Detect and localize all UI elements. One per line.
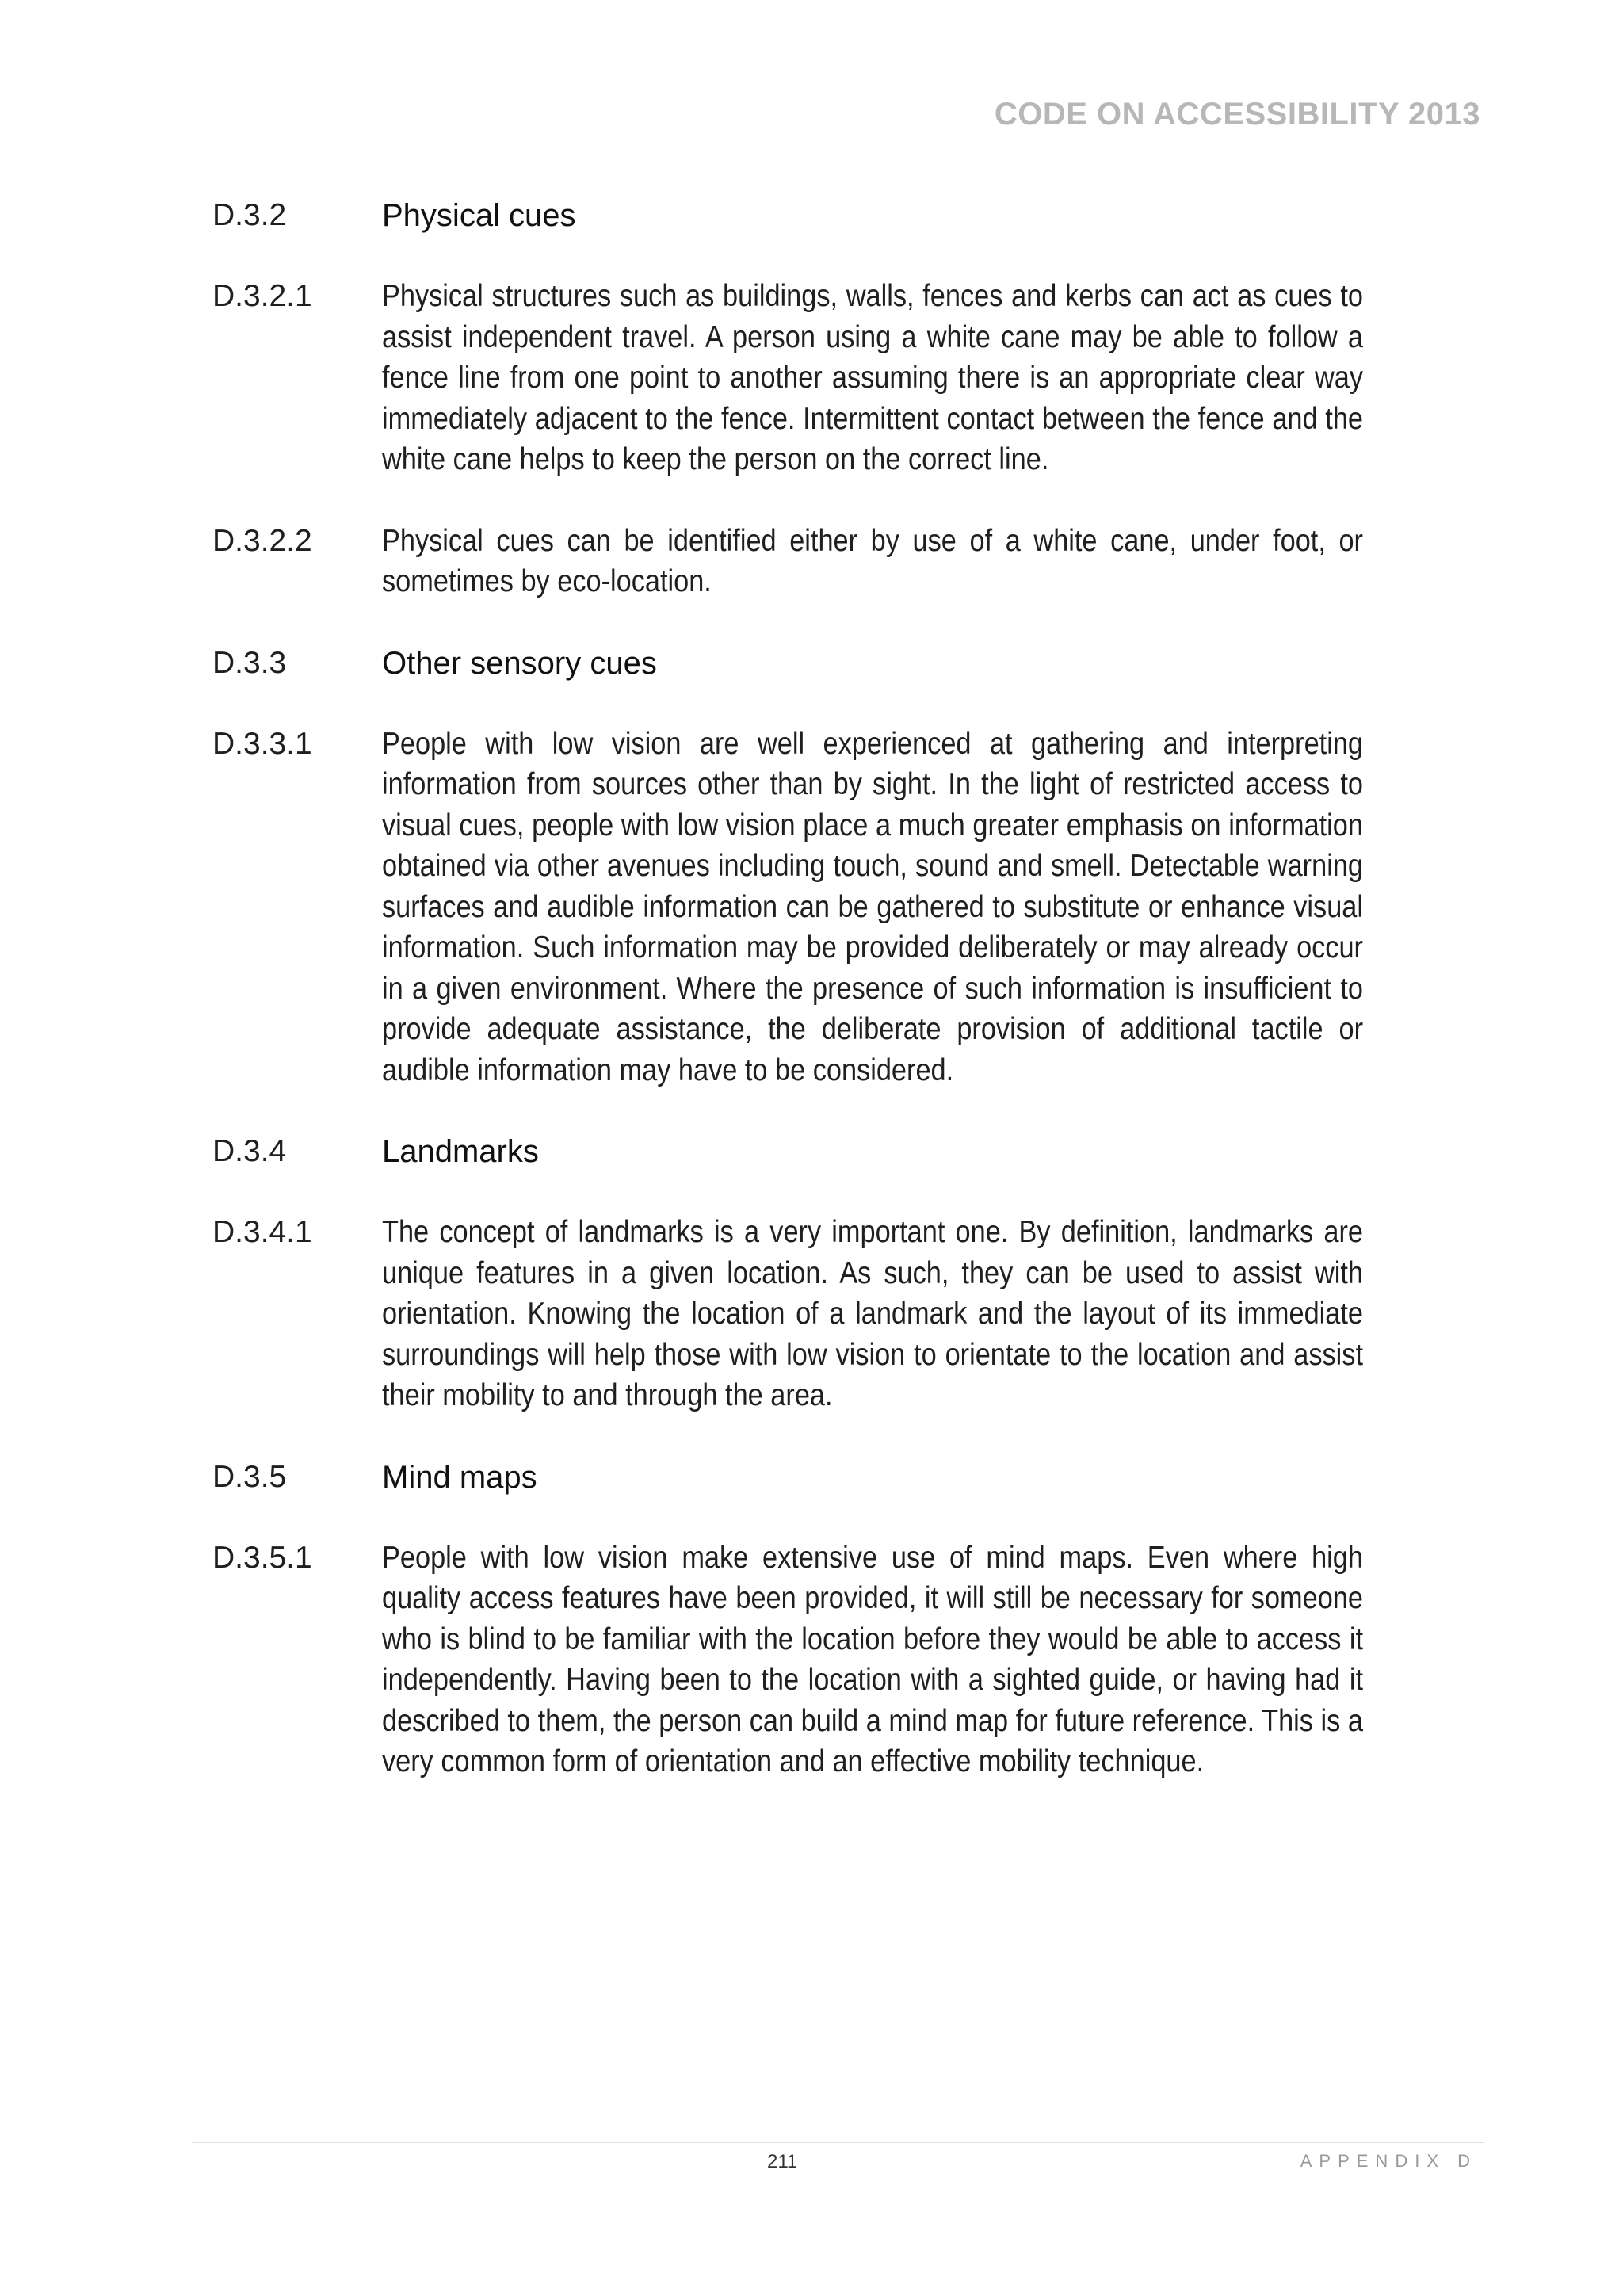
paragraph-d-3-3-1 <box>212 724 1363 1091</box>
section-title: Landmarks <box>382 1134 539 1169</box>
clause-text: The concept of landmarks is a very important one. By definition, landmarks are unique features in a given location. As such, they can be used to assist with orientation. Knowing the location of a landmark and the layout of its immediate surroundings will help those with low vision to orientate to the location and assist their mobility to and through the area. <box>382 1215 1363 1412</box>
paragraph-d-3-2-2 <box>212 521 1363 602</box>
section-number: D.3.5 <box>212 1459 287 1494</box>
content-body <box>212 195 1363 1823</box>
clause-text: People with low vision are well experienced at gathering and interpreting information from sources other than by sight. In the light of restricted access to visual cues, people with low vision place a much greater emphasis on information obtained via other avenues including touch, sound and smell. Detectable warning surfaces and audible information can be gathered to substitute or enhance visual information. Such information may be provided deliberately or may already occur in a given environment. Where the presence of such information is insufficient to provide adequate assistance, the deliberate provision of additional tactile or audible information may have to be considered. <box>382 726 1363 1087</box>
section-number: D.3.4 <box>212 1134 287 1168</box>
section-heading-d-3-4 <box>212 1131 1363 1172</box>
section-number: D.3.3 <box>212 645 287 680</box>
paragraph-d-3-5-1 <box>212 1538 1363 1782</box>
appendix-label: APPENDIX D <box>1300 2151 1477 2171</box>
section-title: Mind maps <box>382 1459 537 1495</box>
clause-number: D.3.2.1 <box>212 279 312 313</box>
running-header: CODE ON ACCESSIBILITY 2013 <box>994 97 1480 132</box>
clause-number: D.3.3.1 <box>212 726 312 761</box>
clause-number: D.3.2.2 <box>212 523 312 558</box>
paragraph-d-3-4-1 <box>212 1212 1363 1416</box>
clause-number: D.3.5.1 <box>212 1540 312 1575</box>
section-heading-d-3-5 <box>212 1457 1363 1498</box>
section-heading-d-3-2 <box>212 195 1363 236</box>
paragraph-d-3-2-1 <box>212 276 1363 480</box>
clause-text: Physical cues can be identified either by use of a white cane, under foot, or sometimes by eco-location. <box>382 523 1363 598</box>
section-title: Physical cues <box>382 198 576 233</box>
clause-text: People with low vision make extensive use of mind maps. Even where high quality access features have been provided, it will still be necessary for someone who is blind to be familiar with the location before they would be able to access it independently. Having been to the location with a sighted guide, or having had it described to them, the person can build a mind map for future reference. This is a very common form of orientation and an effective mobility technique. <box>382 1540 1363 1778</box>
section-heading-d-3-3 <box>212 643 1363 684</box>
section-title: Other sensory cues <box>382 645 657 681</box>
clause-text: Physical structures such as buildings, walls, fences and kerbs can act as cues to assist independent travel. A person using a white cane may be able to follow a fence line from one point to another assuming there is an appropriate clear way immediately adjacent to the fence. Intermittent contact between the fence and the white cane helps to keep the person on the correct line. <box>382 279 1363 476</box>
section-number: D.3.2 <box>212 198 287 232</box>
clause-number: D.3.4.1 <box>212 1215 312 1249</box>
page-number: 211 <box>767 2151 798 2172</box>
footer-divider <box>192 2142 1484 2143</box>
